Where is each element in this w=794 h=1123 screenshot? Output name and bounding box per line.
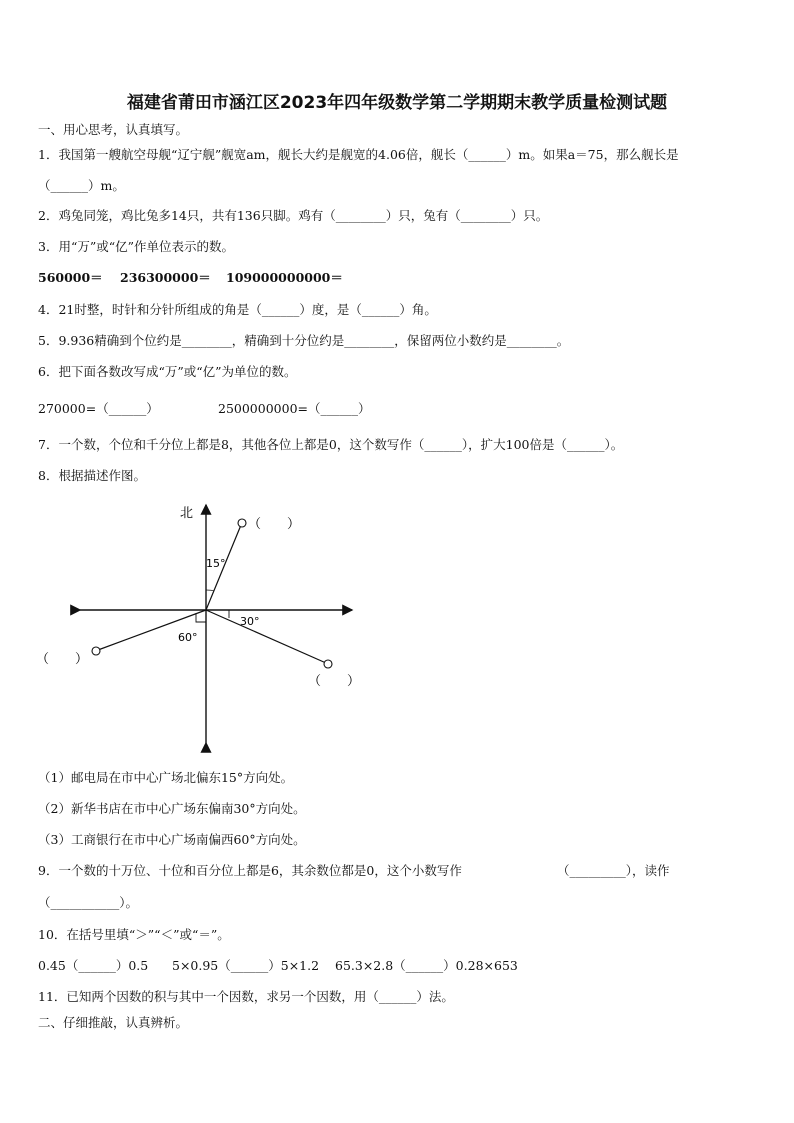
question-5: 5．9.936精确到个位约是________，精确到十分位约是________，保留两位小数约是________。 (38, 333, 570, 348)
question-2: 2．鸡兔同笼，鸡比兔多14只，共有136只脚。鸡有（________）只，兔有（________）只。 (38, 208, 549, 223)
question-11: 11．已知两个因数的积与其中一个因数，求另一个因数，用（______）法。 (38, 989, 454, 1004)
blank-post-office: （ ） (248, 517, 301, 532)
question-9-blank-1: （_________），读作 (557, 863, 670, 878)
question-3-item-2: 236300000＝ (120, 270, 211, 285)
angle-60-arc (196, 613, 206, 622)
question-10-item-2: 5×0.95（______）5×1.2 (172, 958, 320, 973)
angle-30-label: 30° (240, 615, 260, 628)
question-9-line-2: （___________）。 (38, 895, 139, 910)
question-8-item-3: （3）工商银行在市中心广场南偏西60°方向处。 (38, 832, 306, 847)
north-label: 北 (180, 506, 194, 521)
question-6: 6．把下面各数改写成“万”或“亿”为单位的数。 (38, 364, 297, 379)
question-1-line-1: 1．我国第一艘航空母舰“辽宁舰”舰宽am，舰长大约是舰宽的4.06倍，舰长（______）m。如果a＝75，那么舰长是 (38, 147, 679, 162)
angle-60-label: 60° (178, 631, 198, 644)
angle-15-arc (206, 590, 214, 591)
question-10: 10．在括号里填“＞”“＜”或“＝”。 (38, 927, 230, 942)
angle-15-label: 15° (206, 557, 226, 570)
direction-diagram (30, 495, 380, 755)
question-8-item-2: （2）新华书店在市中心广场东偏南30°方向处。 (38, 801, 306, 816)
blank-bookstore: （ ） (308, 674, 361, 689)
question-8-item-1: （1）邮电局在市中心广场北偏东15°方向处。 (38, 770, 294, 785)
question-6-item-2: 2500000000=（______） (218, 401, 371, 416)
point-bookstore (324, 660, 332, 668)
question-4: 4．21时整，时针和分针所组成的角是（______）度，是（______）角。 (38, 302, 437, 317)
question-7: 7．一个数，个位和千分位上都是8，其他各位上都是0，这个数写作（______），扩大100倍是（______）。 (38, 437, 624, 452)
question-10-item-1: 0.45（______）0.5 (38, 958, 149, 973)
question-1-line-2: （______）m。 (38, 178, 125, 193)
question-3-item-1: 560000＝ (38, 270, 103, 285)
point-bank (92, 647, 100, 655)
question-3-item-3: 109000000000＝ (226, 270, 343, 285)
question-10-item-3: 65.3×2.8（______）0.28×653 (335, 958, 518, 973)
blank-bank: （ ） (36, 652, 89, 667)
section-heading-2: 二、仔细推敲，认真辨析。 (38, 1015, 189, 1030)
ray-bookstore (206, 610, 326, 663)
ray-bank (98, 610, 206, 650)
section-heading-1: 一、用心思考，认真填写。 (38, 122, 189, 137)
point-post-office (238, 519, 246, 527)
question-8: 8．根据描述作图。 (38, 468, 146, 483)
question-9-line-1: 9．一个数的十万位、十位和百分位上都是6，其余数位都是0，这个小数写作 (38, 863, 462, 878)
question-3: 3．用“万”或“亿”作单位表示的数。 (38, 239, 235, 254)
page-title: 福建省莆田市涵江区2023年四年级数学第二学期期末教学质量检测试题 (126, 93, 668, 113)
question-6-item-1: 270000=（______） (38, 401, 159, 416)
